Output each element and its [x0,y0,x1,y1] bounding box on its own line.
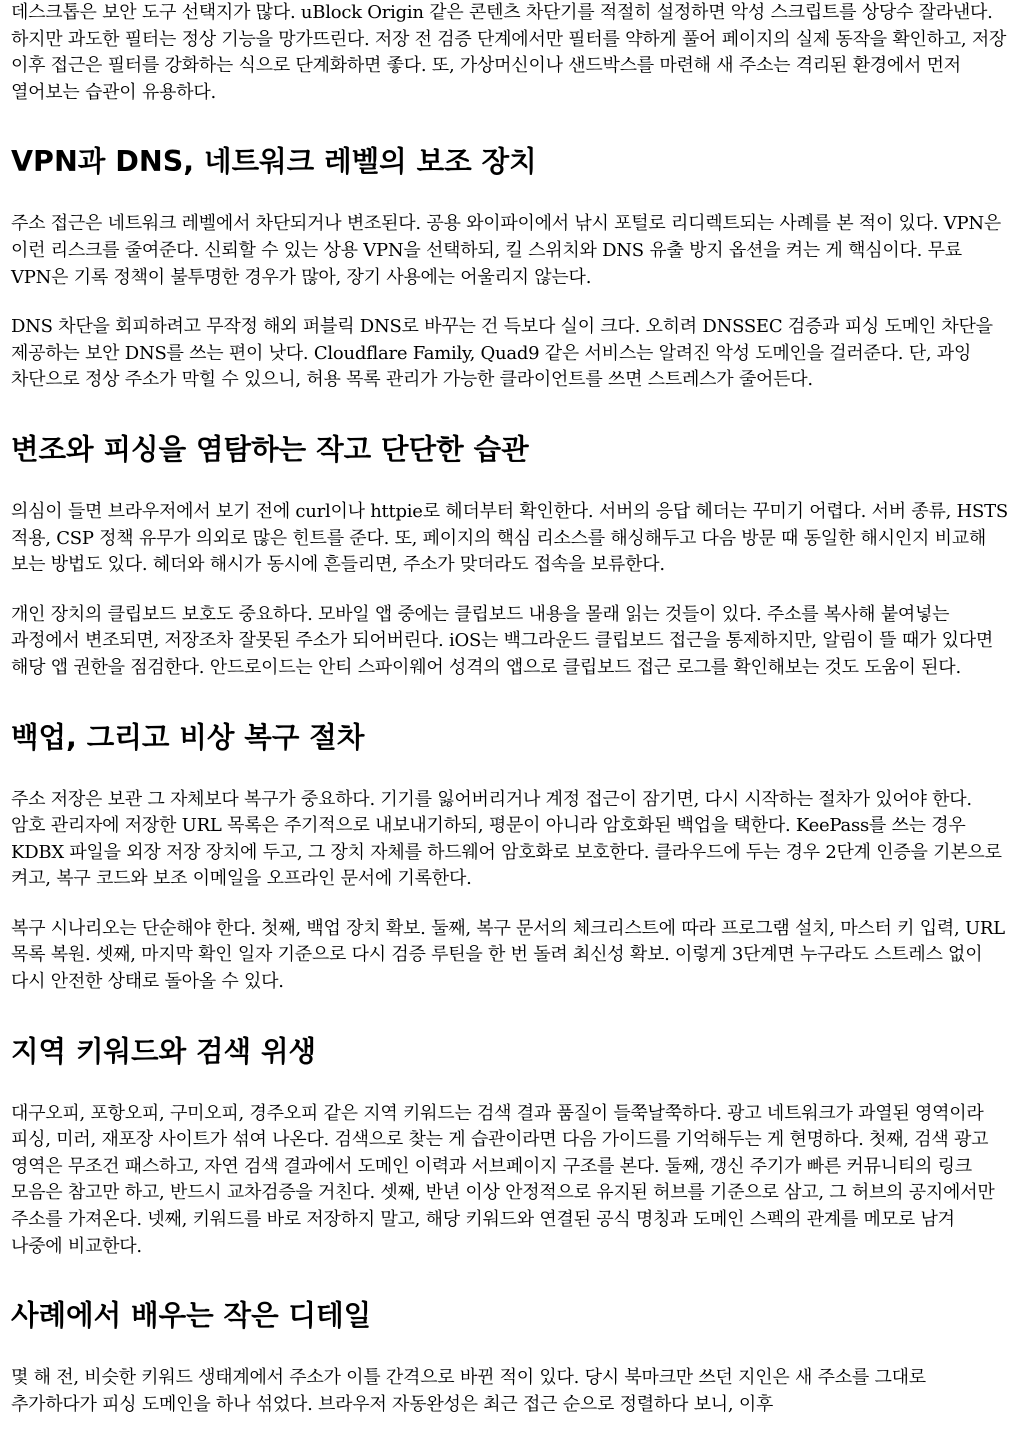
section-heading-case-study: 사례에서 배우는 작은 디테일 [11,1299,372,1333]
section-heading-vpn-dns: VPN과 DNS, 네트워크 레벨의 보조 장치 [11,145,537,179]
section-heading-habits: 변조와 피싱을 염탐하는 작고 단단한 습관 [11,432,529,466]
section-paragraph: DNS 차단을 회피하려고 무작정 해외 퍼블릭 DNS로 바꾸는 건 득보다 실이 크다. 오히려 DNSSEC 검증과 피싱 도메인 차단을 제공하는 보안 DNS를 쓰는 편이 낫다. Cloudflare Family, Quad9 같은 서비스는 알려진 악성 도메인을 걸러준다. 단, 과잉 차단으로 정상 주소가 막힐 수 있으니, 허용 목록 관리가 가능한 클라이언트를 쓰면 스트레스가 줄어든다. [11,316,993,391]
intro-paragraph: 데스크톱은 보안 도구 선택지가 많다. uBlock Origin 같은 콘텐츠 차단기를 적절히 설정하면 악성 스크립트를 상당수 잘라낸다. 하지만 과도한 필터는 정상 기능을 망가뜨린다. 저장 전 검증 단계에서만 필터를 약하게 풀어 페이지의 실제 동작을 확인하고, 저장 이후 접근은 필터를 강화하는 식으로 단계화하면 좋다. 또, 가상머신이나 샌드박스를 마련해 새 주소는 격리된 환경에서 먼저 열어보는 습관이 유용하다. [11,2,1007,103]
section-paragraph: 주소 저장은 보관 그 자체보다 복구가 중요하다. 기기를 잃어버리거나 계정 접근이 잠기면, 다시 시작하는 절차가 있어야 한다. 암호 관리자에 저장한 URL 목록은 주기적으로 내보내기하되, 평문이 아니라 암호화된 백업을 택한다. KeePass를 쓰는 경우 KDBX 파일을 외장 저장 장치에 두고, 그 장치 자체를 하드웨어 암호화로 보호한다. 클라우드에 두는 경우 2단계 인증을 기본으로 켜고, 복구 코드와 보조 이메일을 오프라인 문서에 기록한다. [11,788,1002,890]
section-paragraph: 주소 접근은 네트워크 레벨에서 차단되거나 변조된다. 공용 와이파이에서 낚시 포털로 리디렉트되는 사례를 본 적이 있다. VPN은 이런 리스크를 줄여준다. 신뢰할 수 있는 상용 VPN을 선택하되, 킬 스위치와 DNS 유출 방지 옵션을 켜는 게 핵심이다. 무료 VPN은 기록 정책이 불투명한 경우가 많아, 장기 사용에는 어울리지 않는다. [11,213,1002,288]
section-heading-search-hygiene: 지역 키워드와 검색 위생 [11,1034,317,1068]
section-paragraph: 복구 시나리오는 단순해야 한다. 첫째, 백업 장치 확보. 둘째, 복구 문서의 체크리스트에 따라 프로그램 설치, 마스터 키 입력, URL 목록 복원. 셋째, 마지막 확인 일자 기준으로 다시 검증 루틴을 한 번 돌려 최신성 확보. 이렇게 3단계면 누구라도 스트레스 없이 다시 안전한 상태로 돌아올 수 있다. [11,917,1005,993]
section-heading-backup: 백업, 그리고 비상 복구 절차 [11,720,365,754]
section-paragraph: 대구오피, 포항오피, 구미오피, 경주오피 같은 지역 키워드는 검색 결과 품질이 들쭉날쭉하다. 광고 네트워크가 과열된 영역이라 피싱, 미러, 재포장 사이트가 섞여 나온다. 검색으로 찾는 게 습관이라면 다음 가이드를 기억해두는 게 현명하다. 첫째, 검색 광고 영역은 무조건 패스하고, 자연 검색 결과에서 도메인 이력과 서브페이지 구조를 본다. 둘째, 갱신 주기가 빠른 커뮤니티의 링크 모음은 참고만 하고, 반드시 교차검증을 거친다. 셋째, 반년 이상 안정적으로 유지된 허브를 기준으로 삼고, 그 허브의 공지에서만 주소를 가져온다. 넷째, 키워드를 바로 저장하지 말고, 해당 키워드와 연결된 공식 명칭과 도메인 스펙의 관계를 메모로 남겨 나중에 비교한다. [11,1102,995,1257]
document-body [11,0,1009,1418]
section-paragraph: 몇 해 전, 비슷한 키워드 생태계에서 주소가 이틀 간격으로 바뀐 적이 있다. 당시 북마크만 쓰던 지인은 새 주소를 그대로 추가하다가 피싱 도메인을 하나 섞었다. 브라우저 자동완성은 최근 접근 순으로 정렬하다 보니, 이후 [11,1367,926,1415]
section-paragraph: 의심이 들면 브라우저에서 보기 전에 curl이나 httpie로 헤더부터 확인한다. 서버의 응답 헤더는 꾸미기 어렵다. 서버 종류, HSTS 적용, CSP 정책 유무가 의외로 많은 힌트를 준다. 또, 페이지의 핵심 리소스를 해싱해두고 다음 방문 때 동일한 해시인지 비교해 보는 방법도 있다. 헤더와 해시가 동시에 흔들리면, 주소가 맞더라도 접속을 보류한다. [11,500,1008,576]
section-paragraph: 개인 장치의 클립보드 보호도 중요하다. 모바일 앱 중에는 클립보드 내용을 몰래 읽는 것들이 있다. 주소를 복사해 붙여넣는 과정에서 변조되면, 저장조차 잘못된 주소가 되어버린다. iOS는 백그라운드 클립보드 접근을 통제하지만, 알림이 뜰 때가 있다면 해당 앱 권한을 점검한다. 안드로이드는 안티 스파이웨어 성격의 앱으로 클립보드 접근 로그를 확인해보는 것도 도움이 된다. [11,603,994,678]
